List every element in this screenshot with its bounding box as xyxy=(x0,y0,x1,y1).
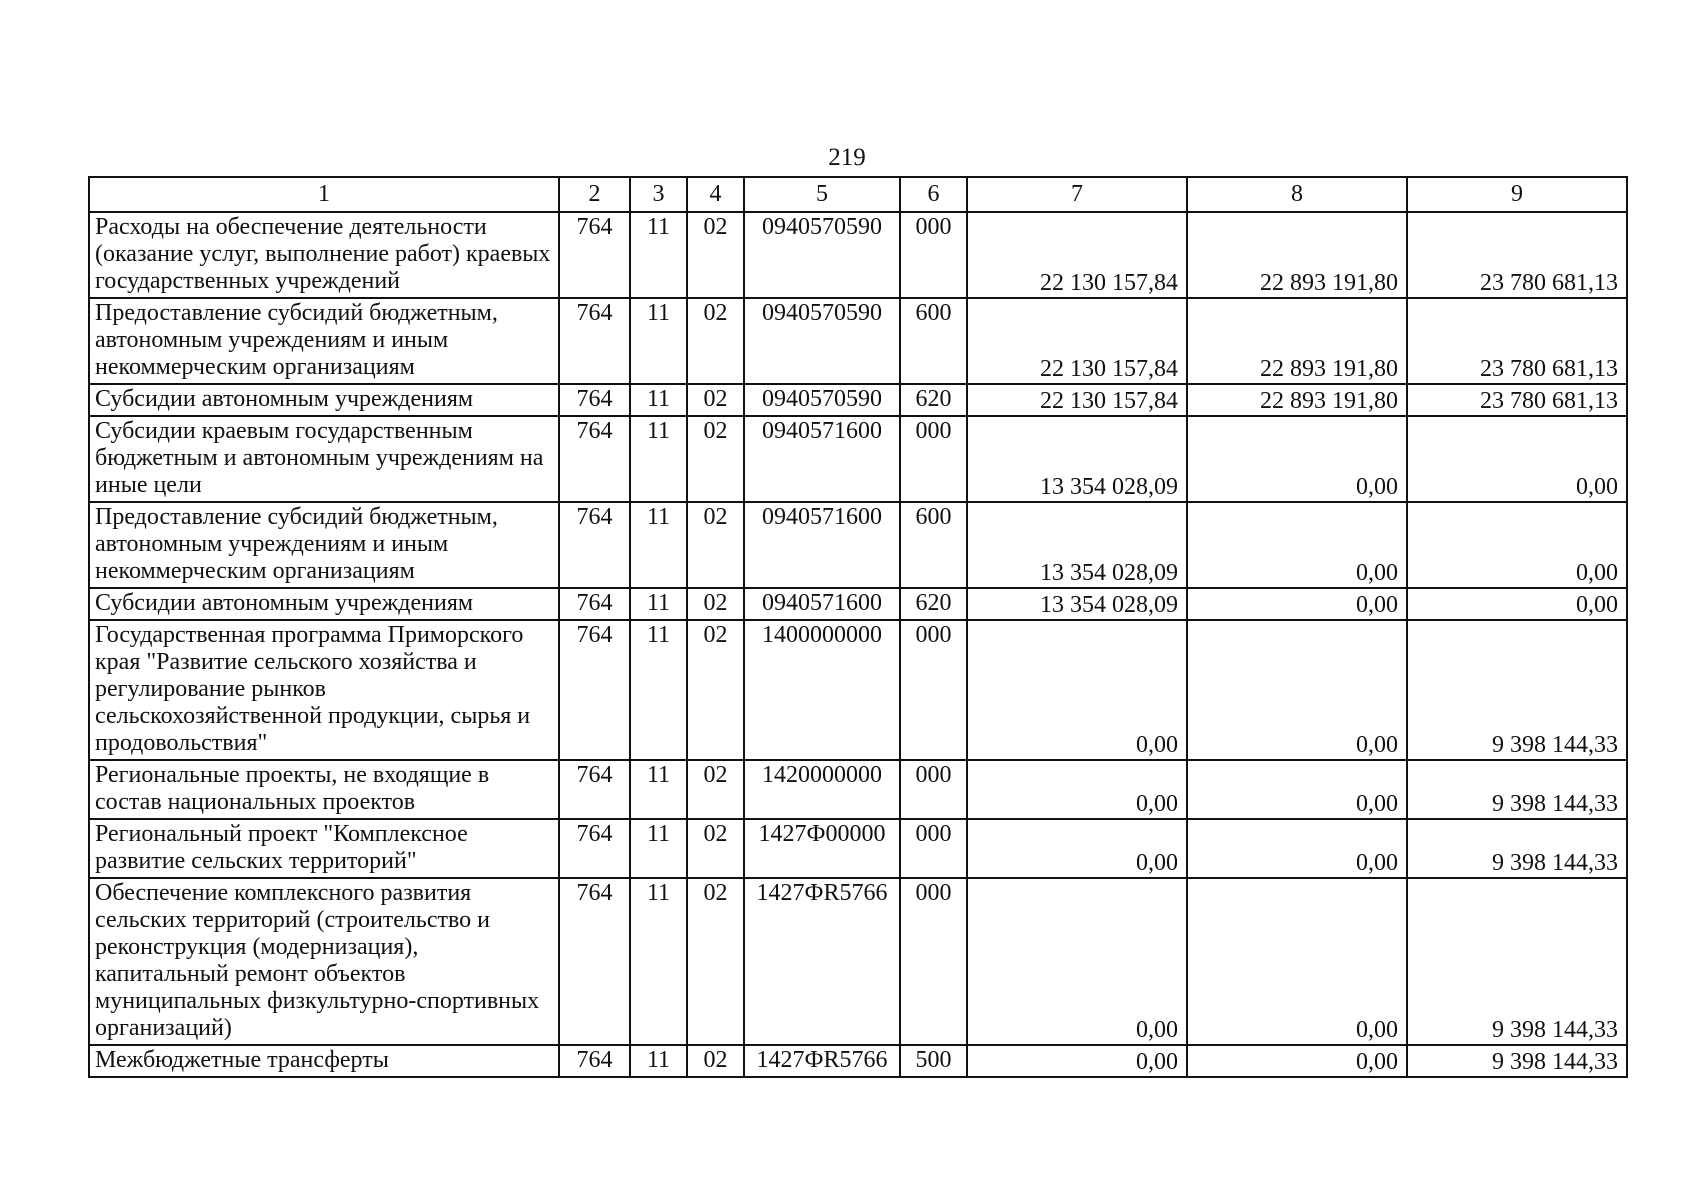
row-target-article-cell: 1427ФR5766 xyxy=(744,878,900,1045)
row-amount-cell: 0,00 xyxy=(1187,620,1407,760)
row-code-cell: 764 xyxy=(559,620,630,760)
row-name-cell: Субсидии краевым государственным бюджетным и автономным учреждениям на иные цели xyxy=(89,416,559,502)
row-target-article-cell: 1427ФR5766 xyxy=(744,1045,900,1077)
row-name-cell: Расходы на обеспечение деятельности (оказание услуг, выполнение работ) краевых государственных учреждений xyxy=(89,212,559,298)
row-amount-cell: 22 893 191,80 xyxy=(1187,384,1407,416)
row-section-cell: 11 xyxy=(630,416,687,502)
column-header: 3 xyxy=(630,177,687,212)
row-expense-type-cell: 000 xyxy=(900,760,967,819)
row-amount-cell: 23 780 681,13 xyxy=(1407,298,1627,384)
table-row xyxy=(89,502,1627,588)
row-target-article-cell: 0940571600 xyxy=(744,416,900,502)
row-subsection-cell: 02 xyxy=(687,502,744,588)
row-amount-cell: 22 130 157,84 xyxy=(967,384,1187,416)
row-subsection-cell: 02 xyxy=(687,298,744,384)
row-amount-cell: 23 780 681,13 xyxy=(1407,212,1627,298)
row-amount-cell: 9 398 144,33 xyxy=(1407,620,1627,760)
budget-table xyxy=(88,176,1628,1078)
row-amount-cell: 0,00 xyxy=(1187,878,1407,1045)
row-expense-type-cell: 600 xyxy=(900,502,967,588)
column-header: 6 xyxy=(900,177,967,212)
table-row xyxy=(89,298,1627,384)
row-section-cell: 11 xyxy=(630,760,687,819)
row-code-cell: 764 xyxy=(559,588,630,620)
row-name-cell: Государственная программа Приморского края "Развитие сельского хозяйства и регулирование рынков сельскохозяйственной продукции, сырья и продовольствия" xyxy=(89,620,559,760)
row-section-cell: 11 xyxy=(630,819,687,878)
row-expense-type-cell: 620 xyxy=(900,588,967,620)
row-code-cell: 764 xyxy=(559,502,630,588)
table-row xyxy=(89,588,1627,620)
row-target-article-cell: 1427Ф00000 xyxy=(744,819,900,878)
row-name-cell: Предоставление субсидий бюджетным, автономным учреждениям и иным некоммерческим организациям xyxy=(89,502,559,588)
column-header: 9 xyxy=(1407,177,1627,212)
row-amount-cell: 0,00 xyxy=(1187,416,1407,502)
row-name-cell: Обеспечение комплексного развития сельских территорий (строительство и реконструкция (модернизация), капитальный ремонт объектов муниципальных физкультурно-спортивных организаций) xyxy=(89,878,559,1045)
row-expense-type-cell: 000 xyxy=(900,416,967,502)
row-amount-cell: 0,00 xyxy=(967,819,1187,878)
row-section-cell: 11 xyxy=(630,588,687,620)
row-expense-type-cell: 500 xyxy=(900,1045,967,1077)
table-row xyxy=(89,384,1627,416)
row-amount-cell: 0,00 xyxy=(967,620,1187,760)
row-target-article-cell: 0940570590 xyxy=(744,298,900,384)
row-amount-cell: 22 893 191,80 xyxy=(1187,298,1407,384)
row-target-article-cell: 1420000000 xyxy=(744,760,900,819)
row-amount-cell: 9 398 144,33 xyxy=(1407,819,1627,878)
row-code-cell: 764 xyxy=(559,819,630,878)
row-target-article-cell: 0940571600 xyxy=(744,502,900,588)
table-row xyxy=(89,416,1627,502)
row-name-cell: Предоставление субсидий бюджетным, автономным учреждениям и иным некоммерческим организациям xyxy=(89,298,559,384)
row-code-cell: 764 xyxy=(559,384,630,416)
row-amount-cell: 0,00 xyxy=(1187,1045,1407,1077)
row-section-cell: 11 xyxy=(630,1045,687,1077)
table-row xyxy=(89,760,1627,819)
row-amount-cell: 0,00 xyxy=(967,760,1187,819)
row-amount-cell: 0,00 xyxy=(1187,819,1407,878)
header-row xyxy=(89,177,1627,212)
row-subsection-cell: 02 xyxy=(687,212,744,298)
row-subsection-cell: 02 xyxy=(687,878,744,1045)
row-expense-type-cell: 000 xyxy=(900,212,967,298)
row-target-article-cell: 1400000000 xyxy=(744,620,900,760)
table-row xyxy=(89,620,1627,760)
column-header: 1 xyxy=(89,177,559,212)
row-target-article-cell: 0940570590 xyxy=(744,212,900,298)
row-name-cell: Субсидии автономным учреждениям xyxy=(89,384,559,416)
row-section-cell: 11 xyxy=(630,298,687,384)
row-target-article-cell: 0940570590 xyxy=(744,384,900,416)
row-amount-cell: 0,00 xyxy=(967,1045,1187,1077)
row-amount-cell: 9 398 144,33 xyxy=(1407,878,1627,1045)
table-row xyxy=(89,878,1627,1045)
column-header: 5 xyxy=(744,177,900,212)
row-amount-cell: 9 398 144,33 xyxy=(1407,1045,1627,1077)
row-amount-cell: 23 780 681,13 xyxy=(1407,384,1627,416)
column-header: 2 xyxy=(559,177,630,212)
row-expense-type-cell: 620 xyxy=(900,384,967,416)
row-code-cell: 764 xyxy=(559,298,630,384)
row-section-cell: 11 xyxy=(630,878,687,1045)
row-amount-cell: 0,00 xyxy=(967,878,1187,1045)
row-name-cell: Региональные проекты, не входящие в состав национальных проектов xyxy=(89,760,559,819)
column-header: 8 xyxy=(1187,177,1407,212)
row-code-cell: 764 xyxy=(559,760,630,819)
row-code-cell: 764 xyxy=(559,212,630,298)
row-section-cell: 11 xyxy=(630,384,687,416)
row-amount-cell: 0,00 xyxy=(1187,502,1407,588)
row-amount-cell: 0,00 xyxy=(1187,588,1407,620)
row-name-cell: Региональный проект "Комплексное развитие сельских территорий" xyxy=(89,819,559,878)
row-target-article-cell: 0940571600 xyxy=(744,588,900,620)
row-expense-type-cell: 000 xyxy=(900,878,967,1045)
row-subsection-cell: 02 xyxy=(687,384,744,416)
row-amount-cell: 22 893 191,80 xyxy=(1187,212,1407,298)
row-name-cell: Субсидии автономным учреждениям xyxy=(89,588,559,620)
column-header: 7 xyxy=(967,177,1187,212)
row-amount-cell: 13 354 028,09 xyxy=(967,416,1187,502)
row-amount-cell: 22 130 157,84 xyxy=(967,298,1187,384)
row-expense-type-cell: 600 xyxy=(900,298,967,384)
row-subsection-cell: 02 xyxy=(687,620,744,760)
row-amount-cell: 22 130 157,84 xyxy=(967,212,1187,298)
row-name-cell: Межбюджетные трансферты xyxy=(89,1045,559,1077)
row-code-cell: 764 xyxy=(559,416,630,502)
row-expense-type-cell: 000 xyxy=(900,620,967,760)
row-subsection-cell: 02 xyxy=(687,760,744,819)
table-row xyxy=(89,1045,1627,1077)
row-code-cell: 764 xyxy=(559,1045,630,1077)
row-section-cell: 11 xyxy=(630,620,687,760)
page-number: 219 xyxy=(828,144,866,171)
row-amount-cell: 0,00 xyxy=(1187,760,1407,819)
row-subsection-cell: 02 xyxy=(687,416,744,502)
row-subsection-cell: 02 xyxy=(687,1045,744,1077)
row-expense-type-cell: 000 xyxy=(900,819,967,878)
row-subsection-cell: 02 xyxy=(687,588,744,620)
table-row xyxy=(89,212,1627,298)
row-amount-cell: 0,00 xyxy=(1407,588,1627,620)
row-section-cell: 11 xyxy=(630,502,687,588)
row-amount-cell: 13 354 028,09 xyxy=(967,588,1187,620)
row-subsection-cell: 02 xyxy=(687,819,744,878)
row-amount-cell: 0,00 xyxy=(1407,502,1627,588)
row-amount-cell: 0,00 xyxy=(1407,416,1627,502)
row-code-cell: 764 xyxy=(559,878,630,1045)
table-row xyxy=(89,819,1627,878)
column-header: 4 xyxy=(687,177,744,212)
row-section-cell: 11 xyxy=(630,212,687,298)
row-amount-cell: 9 398 144,33 xyxy=(1407,760,1627,819)
row-amount-cell: 13 354 028,09 xyxy=(967,502,1187,588)
